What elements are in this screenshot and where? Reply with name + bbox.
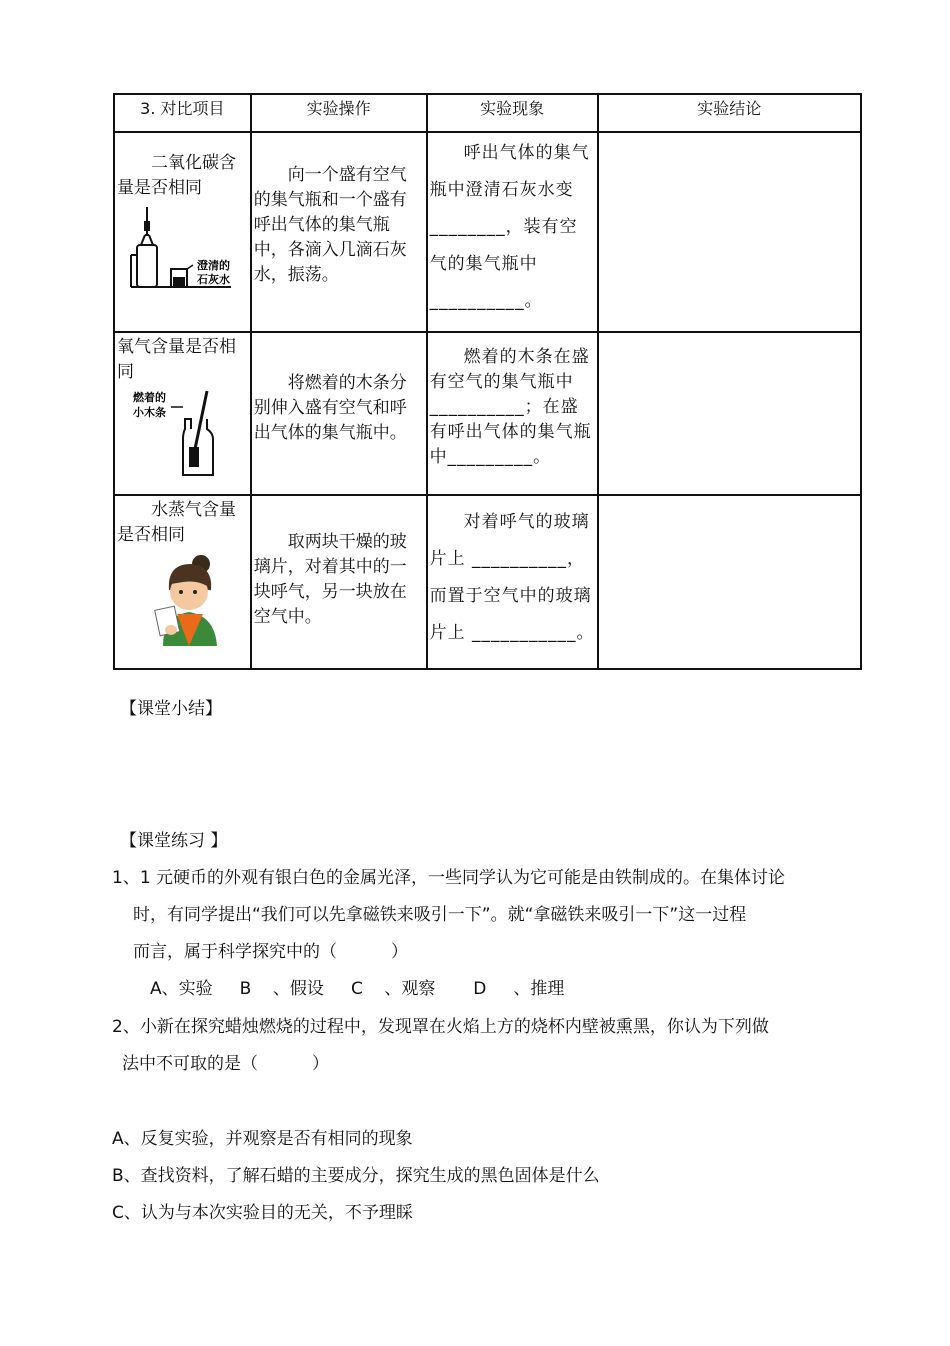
table-header-row: [114, 94, 861, 132]
phenomenon-text: 呼出气体的集气瓶中澄清石灰水变________，装有空气的集气瓶中__________。: [429, 143, 590, 311]
conclusion-cell[interactable]: [598, 495, 861, 669]
header-conclusion: 实验结论: [598, 94, 861, 132]
operation-cell: [251, 495, 427, 669]
table-row: [114, 132, 861, 332]
fig1-label-line2: 石灰水: [197, 273, 230, 286]
girl-breathing-figure: [149, 550, 233, 650]
operation-cell: [251, 332, 427, 495]
item-text: 氧气含量是否相同: [117, 337, 236, 382]
fig2-label-line2: 小木条: [133, 406, 166, 419]
operation-text: 取两块干燥的玻璃片，对着其中的一块呼气，另一块放在空气中。: [253, 532, 407, 627]
co2-apparatus-figure: [127, 205, 239, 293]
conclusion-cell[interactable]: [598, 132, 861, 332]
table-row: [114, 332, 861, 495]
phenomenon-cell: [427, 132, 598, 332]
item-cell: [114, 495, 251, 669]
q2-option-b: B、查找资料，了解石蜡的主要成分，探究生成的黑色固体是什么: [112, 1166, 600, 1186]
item-text: 水蒸气含量是否相同: [117, 500, 236, 545]
q2-line1: 2、小新在探究蜡烛燃烧的过程中，发现罩在火焰上方的烧杯内壁被熏黑，你认为下列做: [112, 1017, 769, 1037]
phenomenon-text: 对着呼气的玻璃片上 __________，而置于空气中的玻璃片上 ___________。: [429, 512, 595, 643]
comparison-table: [113, 93, 862, 670]
q1-line1: 1、1 元硬币的外观有银白色的金属光泽，一些同学认为它可能是由铁制成的。在集体讨论: [112, 868, 786, 888]
header-operation: 实验操作: [251, 94, 427, 132]
q1-options: A、实验 B 、假设 C 、观察 D 、推理: [150, 979, 565, 999]
q1-line2: 时，有同学提出“我们可以先拿磁铁来吸引一下”。就“拿磁铁来吸引一下”这一过程: [133, 905, 747, 925]
q2-option-c: C、认为与本次实验目的无关，不予理睬: [112, 1203, 413, 1223]
conclusion-cell[interactable]: [598, 332, 861, 495]
q1-line3: 而言，属于科学探究中的（ ）: [133, 942, 409, 962]
fig1-label-line1: 澄清的: [197, 259, 230, 272]
phenomenon-text: 燃着的木条在盛有空气的集气瓶中__________；在盛有呼出气体的集气瓶中_________。: [429, 347, 592, 467]
header-phenomenon: 实验现象: [427, 94, 598, 132]
operation-text: 向一个盛有空气的集气瓶和一个盛有呼出气体的集气瓶中，各滴入几滴石灰水，振荡。: [253, 165, 407, 285]
operation-text: 将燃着的木条分别伸入盛有空气和呼出气体的集气瓶中。: [253, 373, 407, 443]
header-item: 3. 对比项目: [114, 94, 251, 132]
q2-option-a: A、反复实验，并观察是否有相同的现象: [112, 1129, 413, 1149]
phenomenon-cell: [427, 495, 598, 669]
table-row: [114, 495, 861, 669]
item-cell: [114, 332, 251, 495]
q2-line2: 法中不可取的是（ ）: [122, 1054, 330, 1074]
summary-heading: 【课堂小结】: [120, 699, 222, 719]
phenomenon-cell: [427, 332, 598, 495]
burning-stick-figure: [133, 389, 233, 479]
item-cell: [114, 132, 251, 332]
practice-heading: 【课堂练习 】: [120, 831, 228, 851]
fig2-label-line1: 燃着的: [133, 391, 166, 404]
operation-cell: [251, 132, 427, 332]
item-text: 二氧化碳含量是否相同: [117, 153, 236, 198]
